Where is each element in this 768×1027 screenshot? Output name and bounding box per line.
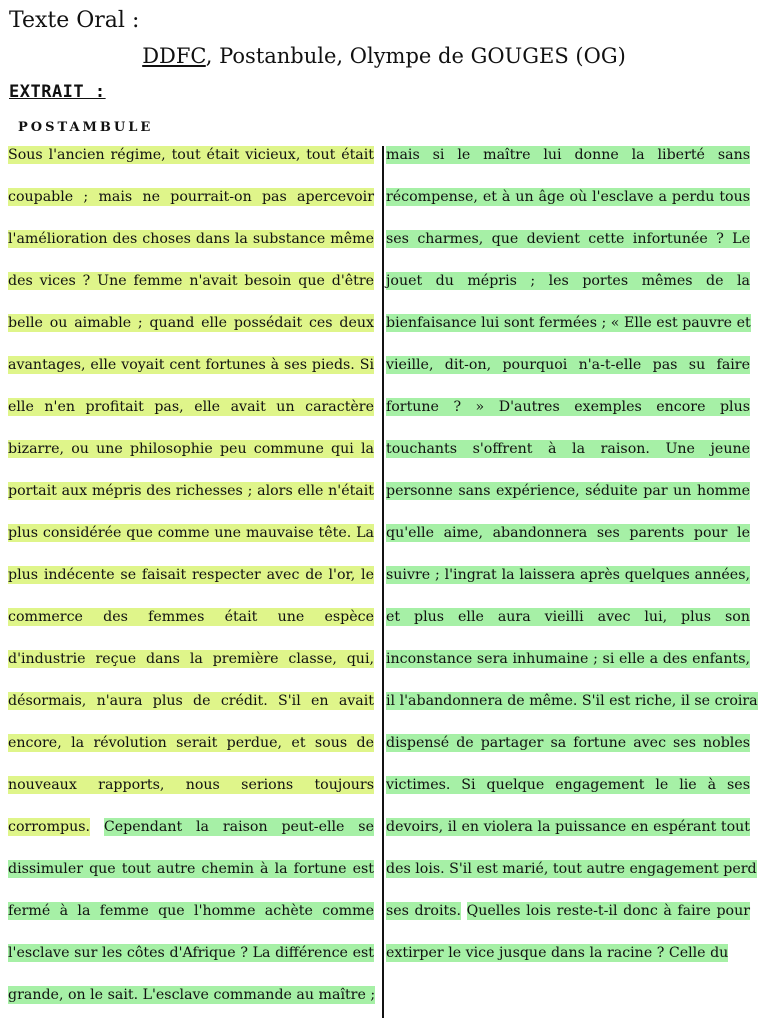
text-line xyxy=(386,859,757,901)
text-line xyxy=(386,691,758,733)
text-line xyxy=(386,649,750,691)
text-segment: ses charmes, que devient cette infortunée ? Le xyxy=(386,231,750,247)
text-line xyxy=(386,187,750,229)
text-line xyxy=(386,775,750,817)
text-segment: devoirs, il en violera la puissance en espérant tout xyxy=(386,819,750,835)
text-segment: portait aux mépris des richesses ; alors elle n'était xyxy=(8,483,374,499)
text-line xyxy=(8,355,374,397)
text-line xyxy=(8,145,374,187)
right-text-column xyxy=(386,145,758,985)
text-line xyxy=(8,187,374,229)
text-line xyxy=(8,565,374,607)
text-segment: d'industrie reçue dans la première classe, qui, xyxy=(8,651,374,667)
text-line xyxy=(386,145,750,187)
text-segment: l'amélioration des choses dans la substance même xyxy=(8,231,374,247)
text-line xyxy=(8,733,374,775)
text-segment: personne sans expérience, séduite par un homme xyxy=(386,483,750,499)
text-line xyxy=(8,859,374,901)
text-segment: jouet du mépris ; les portes mêmes de la xyxy=(386,273,750,289)
text-segment: dispensé de partager sa fortune avec ses nobles xyxy=(386,735,750,751)
text-line xyxy=(8,271,374,313)
text-line xyxy=(8,817,374,859)
text-segment: encore, la révolution serait perdue, et sous de xyxy=(8,735,374,751)
text-line xyxy=(386,817,750,859)
text-segment: suivre ; l'ingrat la laissera après quelques années, xyxy=(386,567,750,583)
text-line xyxy=(386,901,750,943)
extrait-label: EXTRAIT : xyxy=(9,82,106,102)
text-line xyxy=(8,439,374,481)
text-line xyxy=(386,355,750,397)
text-segment: fermé à la femme que l'homme achète comme xyxy=(8,903,374,919)
text-line xyxy=(386,313,750,355)
text-line xyxy=(386,733,750,775)
text-segment: ses droits. xyxy=(386,903,461,919)
text-segment: mais si le maître lui donne la liberté sans xyxy=(386,147,750,163)
text-segment: extirper le vice jusque dans la racine ? Celle du xyxy=(386,945,729,961)
text-line xyxy=(8,607,374,649)
text-segment: désormais, n'aura plus de crédit. S'il en avait xyxy=(8,693,374,709)
text-segment: des lois. S'il est marié, tout autre engagement perd xyxy=(386,861,757,877)
text-segment: Cependant la raison peut-elle se xyxy=(103,819,374,835)
text-line xyxy=(386,481,750,523)
subtitle-text: , Postanbule, Olympe de GOUGES (OG) xyxy=(205,44,626,68)
text-segment: commerce des femmes était une espèce xyxy=(8,609,374,625)
text-line xyxy=(386,439,750,481)
text-segment: touchants s'offrent à la raison. Une jeune xyxy=(386,441,750,457)
text-line xyxy=(8,397,374,439)
text-segment: grande, on le sait. L'esclave commande au maître ; xyxy=(8,987,376,1003)
text-segment: il l'abandonnera de même. S'il est riche, il se croira xyxy=(386,693,758,709)
text-line xyxy=(8,943,374,985)
text-line xyxy=(386,229,750,271)
text-segment xyxy=(461,902,467,920)
document-subtitle xyxy=(0,44,768,68)
text-line xyxy=(386,565,750,607)
text-segment: Sous l'ancien régime, tout était vicieux, tout était xyxy=(8,147,374,163)
text-segment: l'esclave sur les côtes d'Afrique ? La différence est xyxy=(8,945,374,961)
text-segment: qu'elle aime, abandonnera ses parents pour le xyxy=(386,525,750,541)
text-segment: récompense, et à un âge où l'esclave a perdu tous xyxy=(386,189,750,205)
text-segment: plus indécente se faisait respecter avec de l'or, le xyxy=(8,567,374,583)
text-segment: victimes. Si quelque engagement le lie à ses xyxy=(386,777,750,793)
text-line xyxy=(8,775,374,817)
text-segment: bizarre, ou une philosophie peu commune qui la xyxy=(8,441,374,457)
document-title: Texte Oral : xyxy=(9,8,140,33)
text-line xyxy=(8,229,374,271)
text-line xyxy=(386,523,750,565)
text-segment: avantages, elle voyait cent fortunes à ses pieds. Si xyxy=(8,357,374,373)
text-line xyxy=(386,943,750,985)
left-text-column xyxy=(8,145,374,1027)
text-line xyxy=(8,523,374,565)
text-line xyxy=(8,649,374,691)
text-segment: des vices ? Une femme n'avait besoin que d'être xyxy=(8,273,374,289)
text-segment: dissimuler que tout autre chemin à la fortune est xyxy=(8,861,374,877)
text-segment: plus considérée que comme une mauvaise tête. La xyxy=(8,525,374,541)
text-segment: nouveaux rapports, nous serions toujours xyxy=(8,777,374,793)
text-segment: belle ou aimable ; quand elle possédait ces deux xyxy=(8,315,374,331)
text-line xyxy=(8,985,374,1027)
text-segment: fortune ? » D'autres exemples encore plus xyxy=(386,399,750,415)
column-divider xyxy=(382,146,384,1018)
text-segment: inconstance sera inhumaine ; si elle a des enfants, xyxy=(386,651,750,667)
text-line xyxy=(386,397,750,439)
text-line xyxy=(8,313,374,355)
text-line xyxy=(8,481,374,523)
text-line xyxy=(386,607,750,649)
text-segment: Quelles lois reste-t-il donc à faire pour xyxy=(466,903,750,919)
text-line xyxy=(8,691,374,733)
subtitle-abbreviation: DDFC xyxy=(142,44,206,68)
text-segment: corrompus. xyxy=(8,819,91,835)
text-segment: coupable ; mais ne pourrait-on pas apercevoir xyxy=(8,189,374,205)
text-segment: bienfaisance lui sont fermées ; « Elle est pauvre et xyxy=(386,315,751,331)
text-line xyxy=(8,901,374,943)
section-title: POSTAMBULE xyxy=(18,120,154,135)
text-line xyxy=(386,271,750,313)
text-segment: et plus elle aura vieilli avec lui, plus son xyxy=(386,609,750,625)
text-segment: elle n'en profitait pas, elle avait un caractère xyxy=(8,399,374,415)
text-segment: vieille, dit-on, pourquoi n'a-t-elle pas su faire xyxy=(386,357,750,373)
text-segment xyxy=(90,818,104,836)
